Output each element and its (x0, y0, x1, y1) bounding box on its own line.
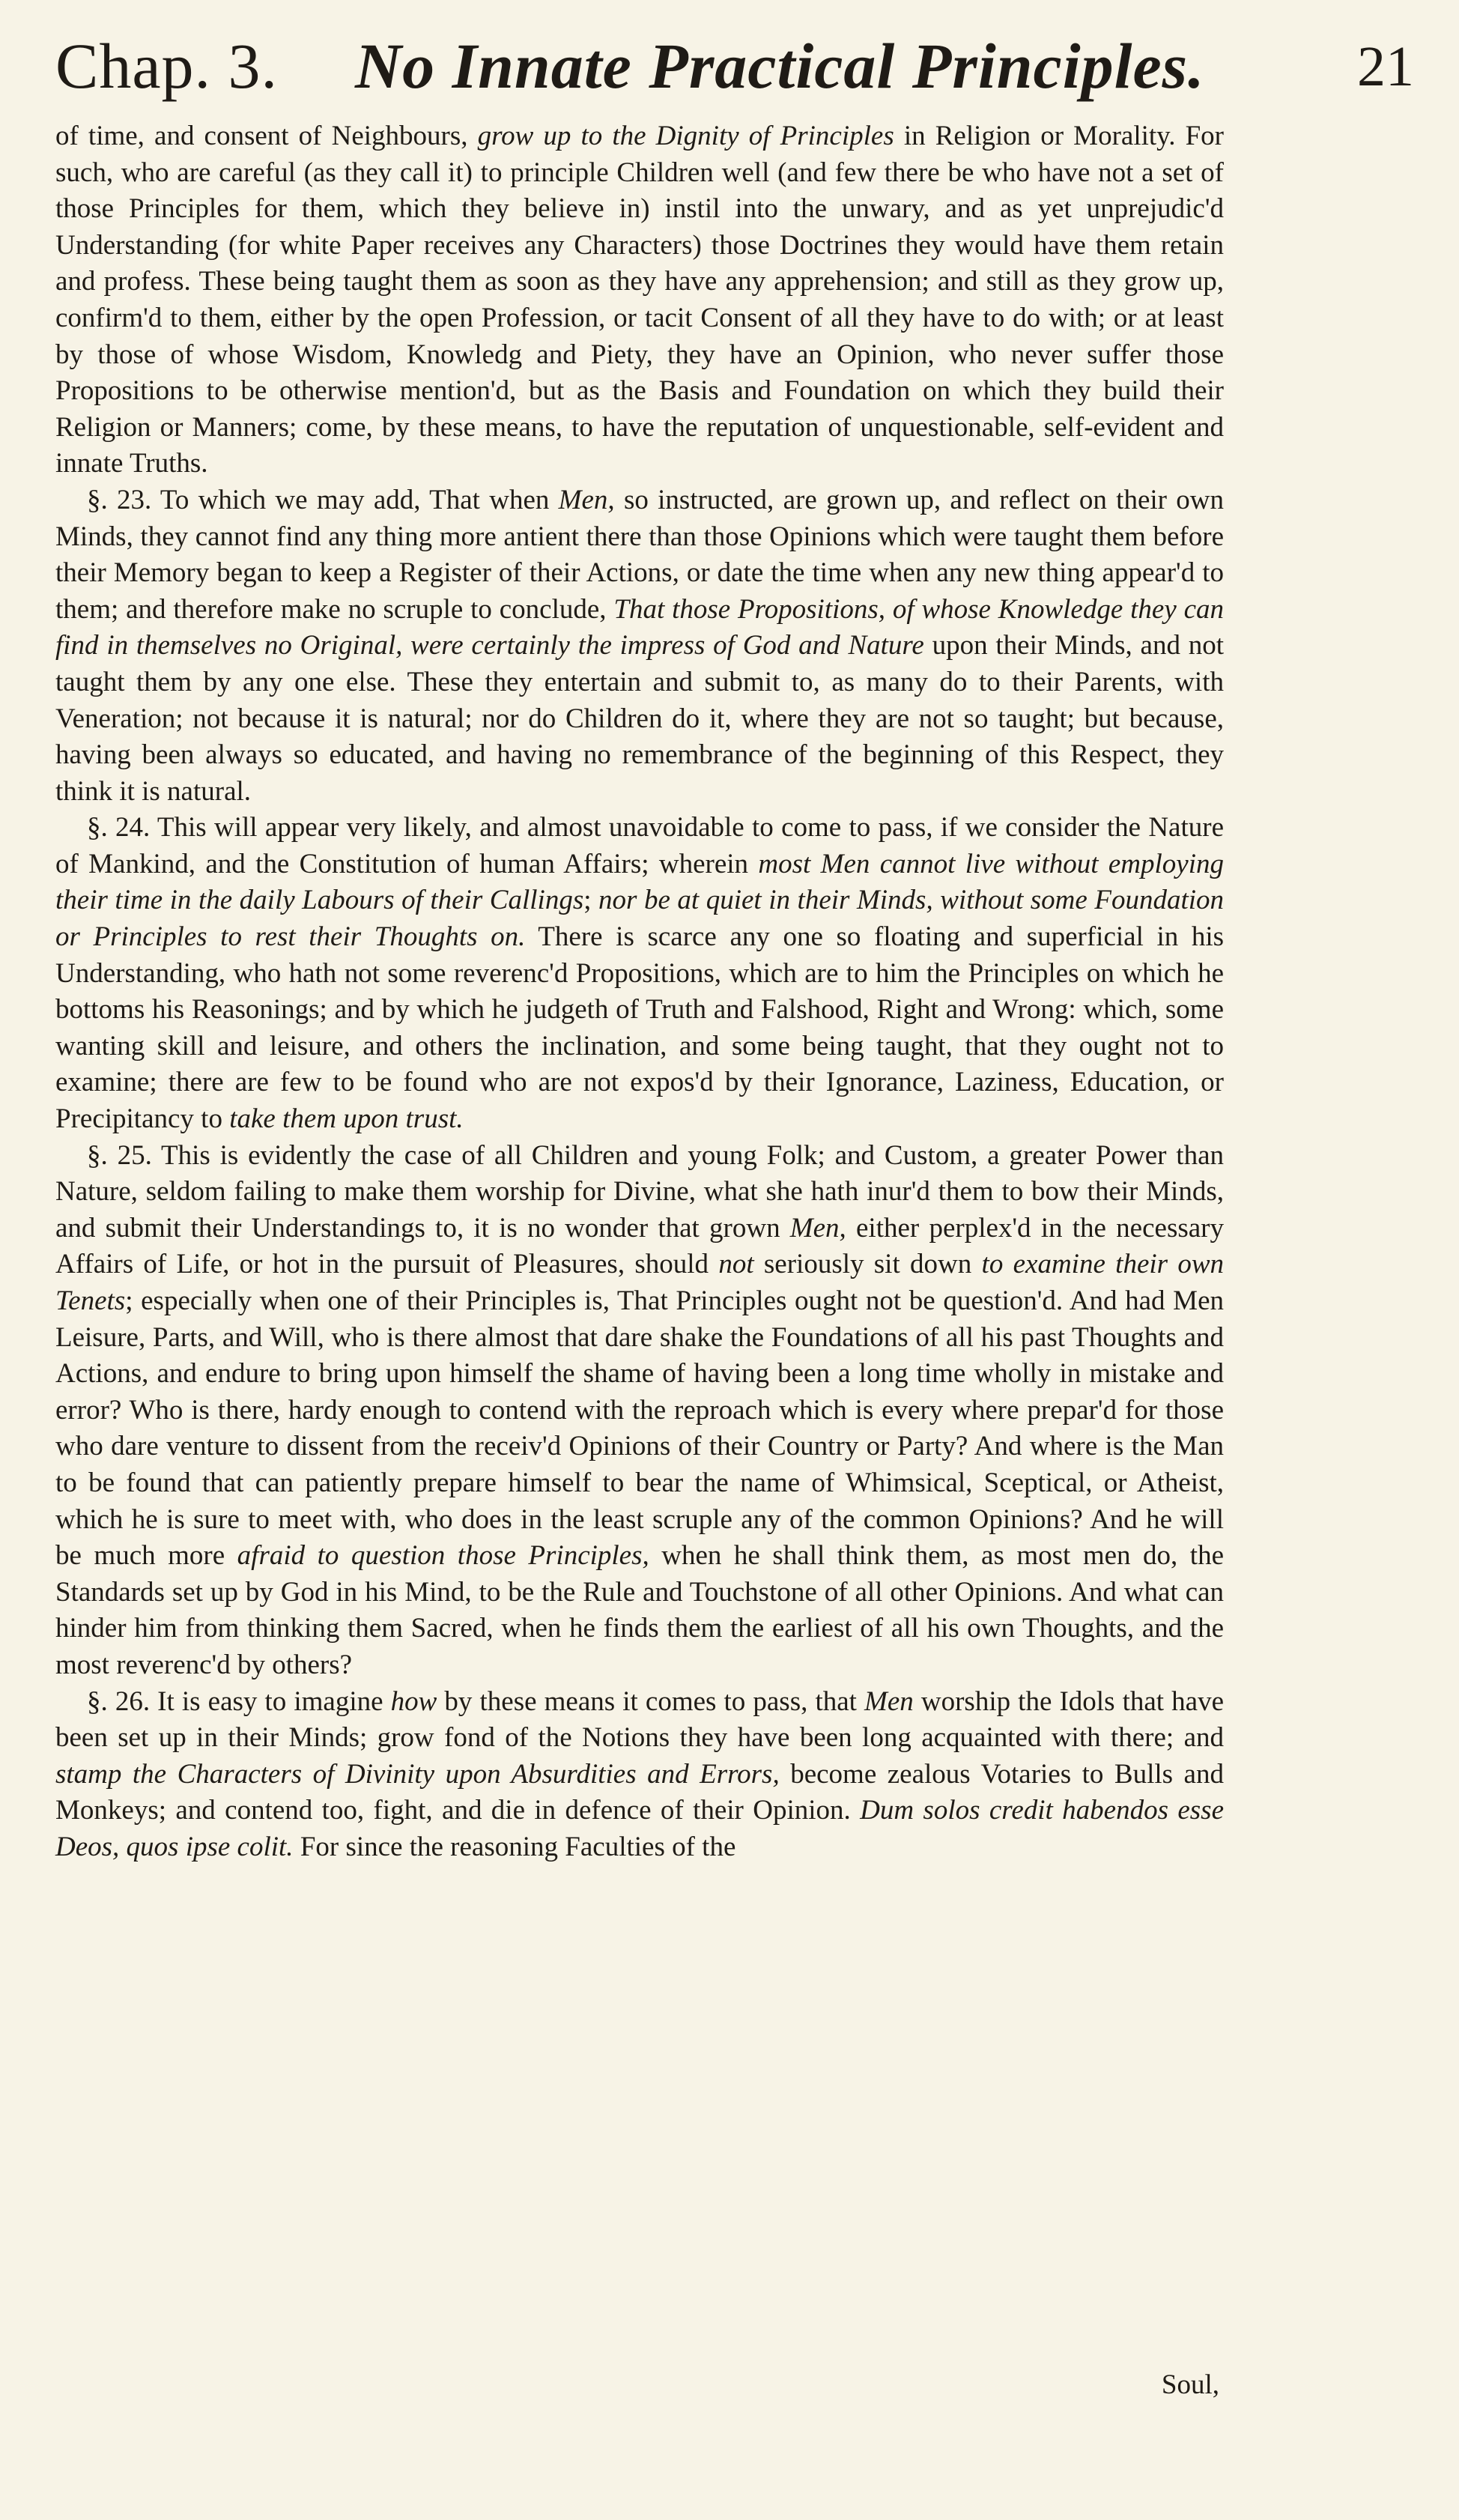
catchword: Soul, (1161, 2369, 1219, 2400)
paragraph-p26 (55, 1684, 1224, 1866)
text-segment: §. 23. To which we may add, That when (87, 484, 559, 515)
italic-text: Dum solos credit habendos esse Deos, quos ipse colit. (55, 1795, 1224, 1862)
text-segment: worship the Idols that have been set up in their Minds; grow fond of the Notions they have been long acquainted with there; and (55, 1685, 1224, 1754)
chapter-label: Chap. 3. (55, 30, 279, 102)
text-segment: either perplex'd in the necessary Affairs of Life, or hot in the pursuit of Pleasures, should (55, 1212, 1224, 1280)
italic-text: afraid to question those Principles, (237, 1540, 649, 1572)
italic-text: grow up to the Dignity of Principles (477, 121, 894, 151)
text-segment: seriously sit down (753, 1249, 982, 1280)
text-segment: in Religion or Morality. For such, who are careful (as they call it) to principle Children well (and few there be who have not a set of those Principles for them, which they believe in) instil into the unwary, and as yet unprejudic'd Understanding (for white Paper receives any Characters) those Doctrines they would have them retain and profess. These being taught them as soon as they have any apprehension; and still as they grow up, confirm'd to them, either by the open Profession, or tacit Consent of all they have to do with; or at least by those of whose Wisdom, Knowledg and Piety, they have an Opinion, who never suffer those Propositions to be otherwise mention'd, but as the Basis and Foundation on which they build their Religion or Manners; come, by these means, to have the reputation of unquestionable, self-evident and innate Truths. (55, 121, 1225, 479)
italic-text: stamp the Characters of Divinity upon Absurdities and Errors, (55, 1758, 780, 1790)
italic-text: most Men cannot live without employing their time in the daily Labours of their Callings (55, 848, 1224, 916)
text-segment: §. 25. This is evidently the case of all Children and young Folk; and Custom, a greater Power than Nature, seldom failing to make them worship for Divine, what she hath inur'd them to bow their Minds, and submit their Understandings to, it is no wonder that grown (55, 1139, 1224, 1244)
page-number: 21 (1357, 35, 1414, 98)
italic-text: Men, (789, 1212, 846, 1244)
text-segment: §. 24. This will appear very likely, and almost unavoidable to come to pass, if we consider the Nature of Mankind, and the Constitution of human Affairs; wherein (55, 812, 1224, 879)
text-segment: §. 26. It is easy to imagine (87, 1685, 391, 1717)
italic-text: not (718, 1249, 754, 1280)
body-text (55, 118, 1224, 1866)
paragraph-p25 (55, 1138, 1224, 1684)
text-segment: when he shall think them, as most men do, the Standards set up by God in his Mind, to be the Rule and Touchstone of all other Opinions. And what can hinder him from thinking them Sacred, when he finds them the earliest of all his own Thoughts, and the most reverenc'd by others? (55, 1540, 1225, 1680)
text-segment: For since the reasoning Faculties of the (293, 1831, 736, 1862)
italic-text: nor be at quiet in their Minds, without some Foundation or Principles to rest their Thoughts on. (55, 885, 1225, 953)
text-segment: ; (583, 885, 599, 916)
paragraph-p0 (55, 118, 1224, 482)
text-segment: so instructed, are grown up, and reflect on their own Minds, they cannot find any thing more antient there than those Opinions which were taught them before their Memory began to keep a Register of their Actions, or date the time when any new thing appear'd to them; and therefore make no scruple to conclude, (55, 484, 1224, 625)
italic-text: Men (864, 1685, 914, 1717)
italic-text: to examine their own Tenets (55, 1249, 1225, 1316)
text-segment: ; especially when one of their Principles is, That Principles ought not be question'd. And had Men Leisure, Parts, and Will, who is there almost that dare shake the Foundations of all his past Thoughts and Actions, and endure to bring upon himself the shame of having been a long time wholly in mistake and error? Who is there, hardy enough to contend with the reproach which is every where prepar'd for those who dare venture to dissent from the receiv'd Opinions of their Country or Party? And where is the Man to be found that can patiently prepare himself to bear the name of Whimsical, Sceptical, or Atheist, which he is sure to meet with, who does in the least scruple any of the common Opinions? And he will be much more (55, 1285, 1224, 1572)
italic-text: how (390, 1685, 437, 1717)
italic-text: Men, (558, 484, 615, 515)
text-segment: of time, and consent of Neighbours, (55, 121, 478, 151)
running-title: No Innate Practical Principles. (355, 30, 1205, 102)
text-segment: upon their Minds, and not taught them by any one else. These they entertain and submit to, as many do to their Parents, with Veneration; not because it is natural; nor do Children do it, where they are not so taught; but because, having been always so educated, and having no remembrance of the beginning of this Respect, they think it is natural. (55, 630, 1224, 807)
paragraph-p23 (55, 482, 1224, 810)
text-segment: by these means it comes to pass, that (437, 1685, 865, 1717)
italic-text: That those Propositions, of whose Knowledge they can find in themselves no Original, were certainly the impress of God and Nature (55, 593, 1224, 661)
paragraph-p24 (55, 810, 1224, 1137)
text-segment: become zealous Votaries to Bulls and Monkeys; and contend too, fight, and die in defence of their Opinion. (55, 1758, 1224, 1826)
italic-text: take them upon trust. (229, 1103, 464, 1135)
text-segment: There is scarce any one so floating and superficial in his Understanding, who hath not some reverenc'd Propositions, which are to him the Principles on which he bottoms his Reasonings; and by which he judgeth of Truth and Falshood, Right and Wrong: which, some wanting skill and leisure, and others the inclination, and some being taught, that they ought not to examine; there are few to be found who are not expos'd by their Ignorance, Laziness, Education, or Precipitancy to (55, 921, 1224, 1135)
page-header (55, 28, 1414, 118)
